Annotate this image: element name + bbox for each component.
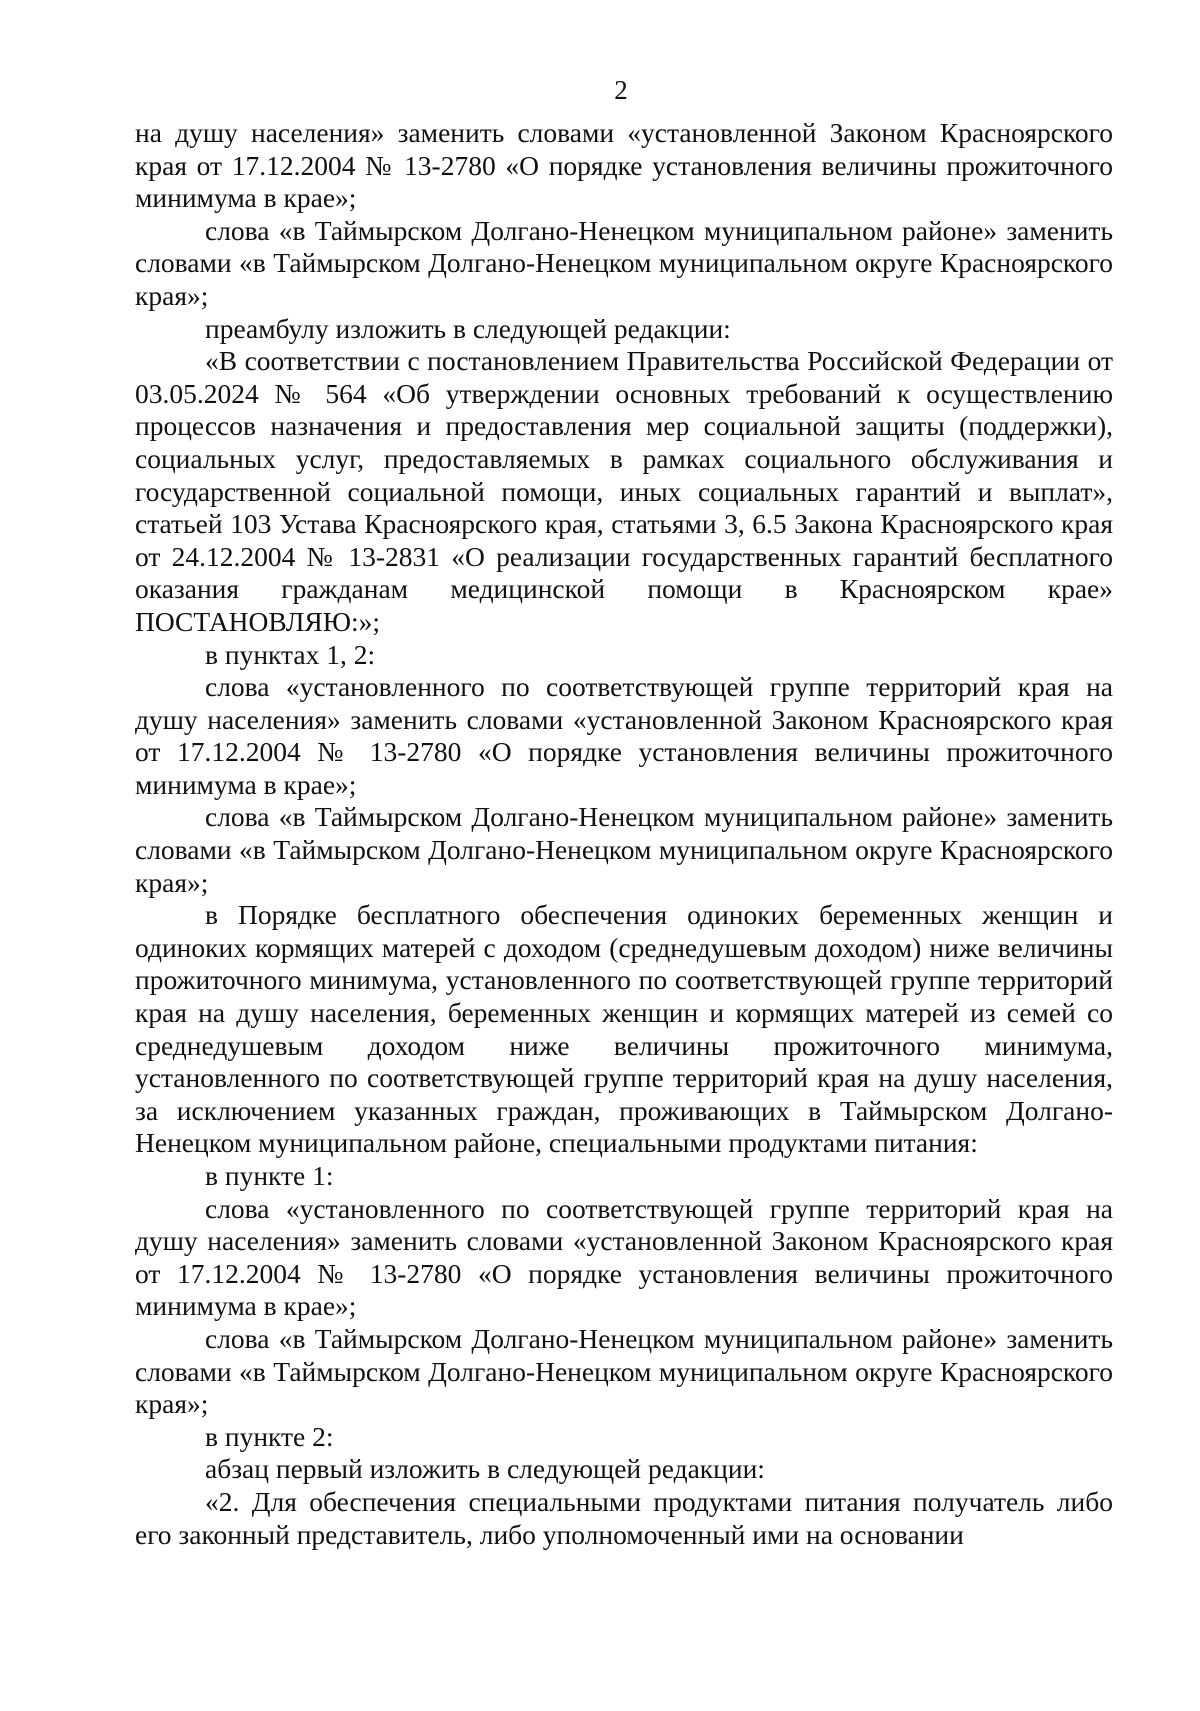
document-body: [135, 117, 1113, 1551]
page-number: 2: [614, 75, 628, 105]
paragraph: слова «в Таймырском Долгано-Ненецком муниципальном районе» заменить словами «в Таймырском Долгано-Ненецком муниципальном округе Красноярского края»;: [135, 1322, 1113, 1420]
paragraph: «2. Для обеспечения специальными продуктами питания получатель либо его законный представитель, либо уполномоченный ими на основании: [135, 1485, 1113, 1550]
paragraph: преамбулу изложить в следующей редакции:: [205, 312, 731, 344]
paragraph: слова «установленного по соответствующей группе территорий края на душу населения» заменить словами «установленной Законом Красноярского края от 17.12.2004 № 13-2780 «О порядке установления величины прожиточного минимума в крае»;: [135, 671, 1113, 800]
paragraph: в пункте 2:: [205, 1420, 334, 1452]
paragraph: слова «в Таймырском Долгано-Ненецком муниципальном районе» заменить словами «в Таймырском Долгано-Ненецком муниципальном округе Красноярского края»;: [135, 801, 1113, 898]
paragraph: абзац первый изложить в следующей редакции:: [205, 1453, 765, 1485]
paragraph: в пунктах 1, 2:: [205, 638, 376, 670]
paragraph: слова «в Таймырском Долгано-Ненецком муниципальном районе» заменить словами «в Таймырском Долгано-Ненецком муниципальном округе Красноярского края»;: [135, 214, 1113, 311]
paragraph: слова «установленного по соответствующей группе территорий края на душу населения» заменить словами «установленной Законом Красноярского края от 17.12.2004 № 13-2780 «О порядке установления величины прожиточного минимума в крае»;: [135, 1192, 1113, 1322]
paragraph: «В соответствии с постановлением Правительства Российской Федерации от 03.05.2024 № 564 «Об утверждении основных требований к осуществлению процессов назначения и предоставления мер социальной защиты (поддержки), социальных услуг, предоставляемых в рамках социального обслуживания и государственной социальной помощи, иных социальных гарантий и выплат», статьей 103 Устава Красноярского края, статьями 3, 6.5 Закона Красноярского края от 24.12.2004 № 13-2831 «О реализации государственных гарантий бесплатного оказания гражданам медицинской помощи в Красноярском крае» ПОСТАНОВЛЯЮ:»;: [135, 345, 1113, 637]
paragraph: в Порядке бесплатного обеспечения одиноких беременных женщин и одиноких кормящих матерей с доходом (среднедушевым доходом) ниже величины прожиточного минимума, установленного по соответствующей группе территорий края на душу населения, беременных женщин и кормящих матерей из семей со среднедушевым доходом ниже величины прожиточного минимума, установленного по соответствующей группе территорий края на душу населения, за исключением указанных граждан, проживающих в Таймырском Долгано-Ненецком муниципальном районе, специальными продуктами питания:: [135, 899, 1113, 1159]
paragraph: на душу населения» заменить словами «установленной Законом Красноярского края от 17.12.2004 № 13-2780 «О порядке установления величины прожиточного минимума в крае»;: [135, 117, 1113, 214]
paragraph: в пункте 1:: [205, 1160, 334, 1191]
